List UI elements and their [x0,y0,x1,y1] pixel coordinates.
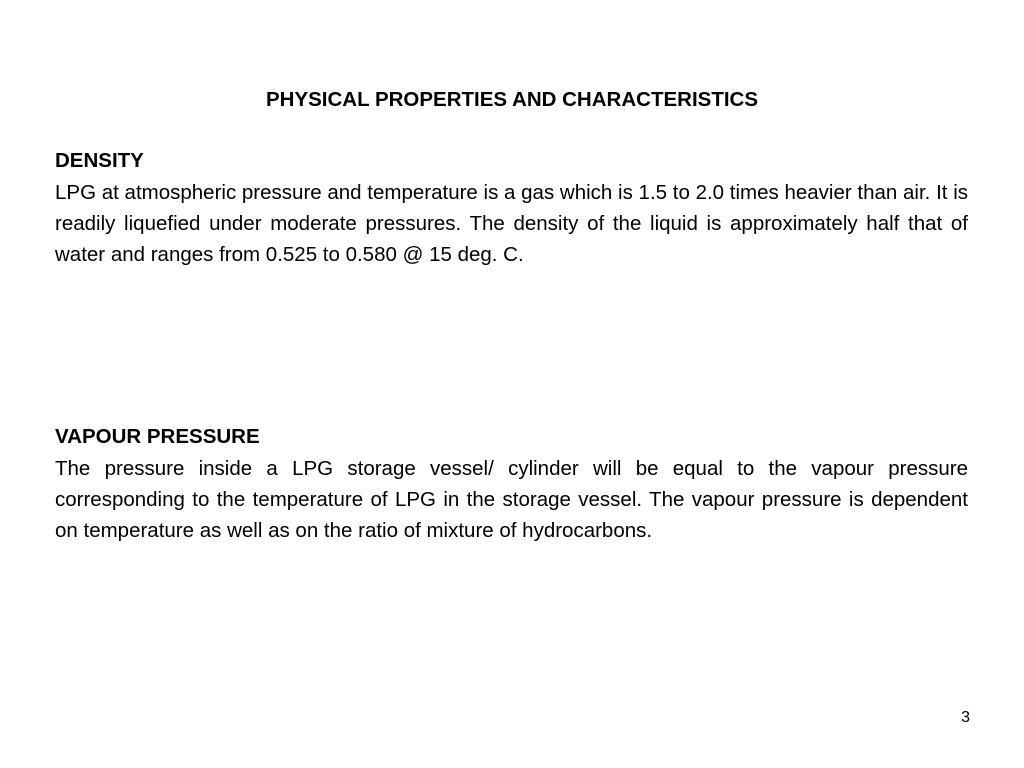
density-section [55,147,968,270]
vapour-pressure-heading: VAPOUR PRESSURE [55,425,260,448]
density-heading: DENSITY [55,149,144,172]
page-number: 3 [961,709,970,726]
density-paragraph: LPG at atmospheric pressure and temperature is a gas which is 1.5 to 2.0 times heavier than air. It is readily liquefied under moderate pressures. The density of the liquid is approximately half that of water and ranges from 0.525 to 0.580 @ 15 deg. C. [55,181,968,266]
slide-title: PHYSICAL PROPERTIES AND CHARACTERISTICS [265,88,759,111]
vapour-pressure-section [55,423,968,546]
vapour-pressure-paragraph: The pressure inside a LPG storage vessel/ cylinder will be equal to the vapour pressure corresponding to the temperature of LPG in the storage vessel. The vapour pressure is dependent on temperature as well as on the ratio of mixture of hydrocarbons. [55,457,968,542]
